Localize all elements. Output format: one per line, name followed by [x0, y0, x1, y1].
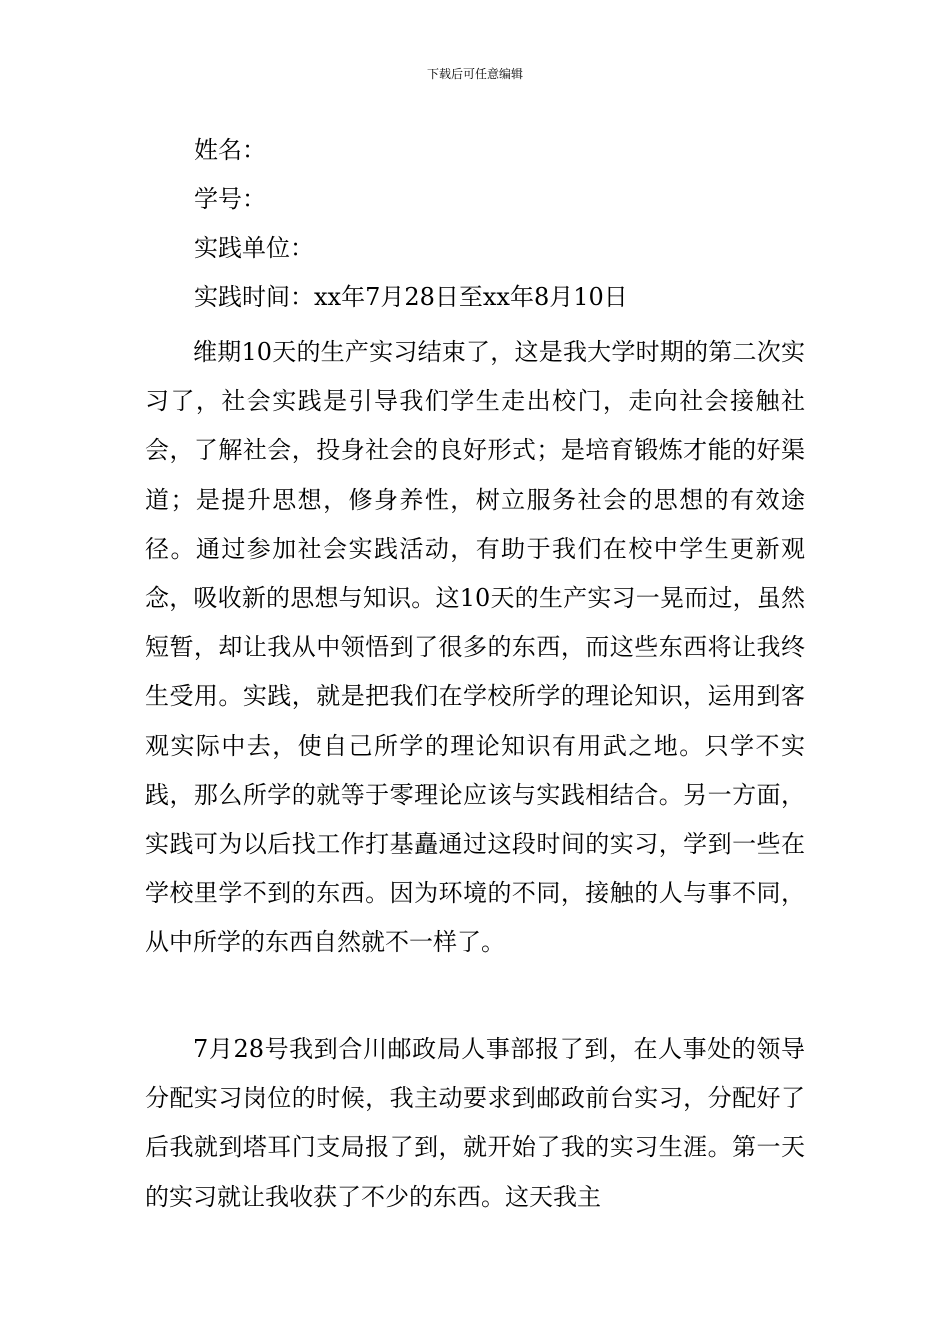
student-id-field: 学号： [194, 185, 266, 213]
paragraph-2: 7月28号我到合川邮政局人事部报了到，在人事处的领导分配实习岗位的时候，我主动要求到邮政前台实习，分配好了后我就到塔耳门支局报了到，就开始了我的实习生涯。第一天的实习就让我收获了不少的东西。这天我主 [145, 1035, 805, 1211]
name-field: 姓名： [194, 136, 266, 164]
practice-unit-field: 实践单位： [194, 234, 314, 262]
practice-time-field: 实践时间：xx年7月28日至xx年8月10日 [194, 283, 628, 311]
header-note: 下载后可任意编辑 [426, 67, 523, 81]
paragraph-1: 维期10天的生产实习结束了，这是我大学时期的第二次实习了，社会实践是引导我们学生走出校门，走向社会接触社会，了解社会，投身社会的良好形式；是培育锻炼才能的好渠道；是提升思想，修身养性，树立服务社会的思想的有效途径。通过参加社会实践活动，有助于我们在校中学生更新观念，吸收新的思想与知识。这10天的生产实习一晃而过，虽然短暂，却让我从中领悟到了很多的东西，而这些东西将让我终生受用。实践，就是把我们在学校所学的理论知识，运用到客观实际中去，使自己所学的理论知识有用武之地。只学不实践，那么所学的就等于零理论应该与实践相结合。另一方面，实践可为以后找工作打基矗通过这段时间的实习，学到一些在学校里学不到的东西。因为环境的不同，接触的人与事不同，从中所学的东西自然就不一样了。 [145, 338, 805, 957]
